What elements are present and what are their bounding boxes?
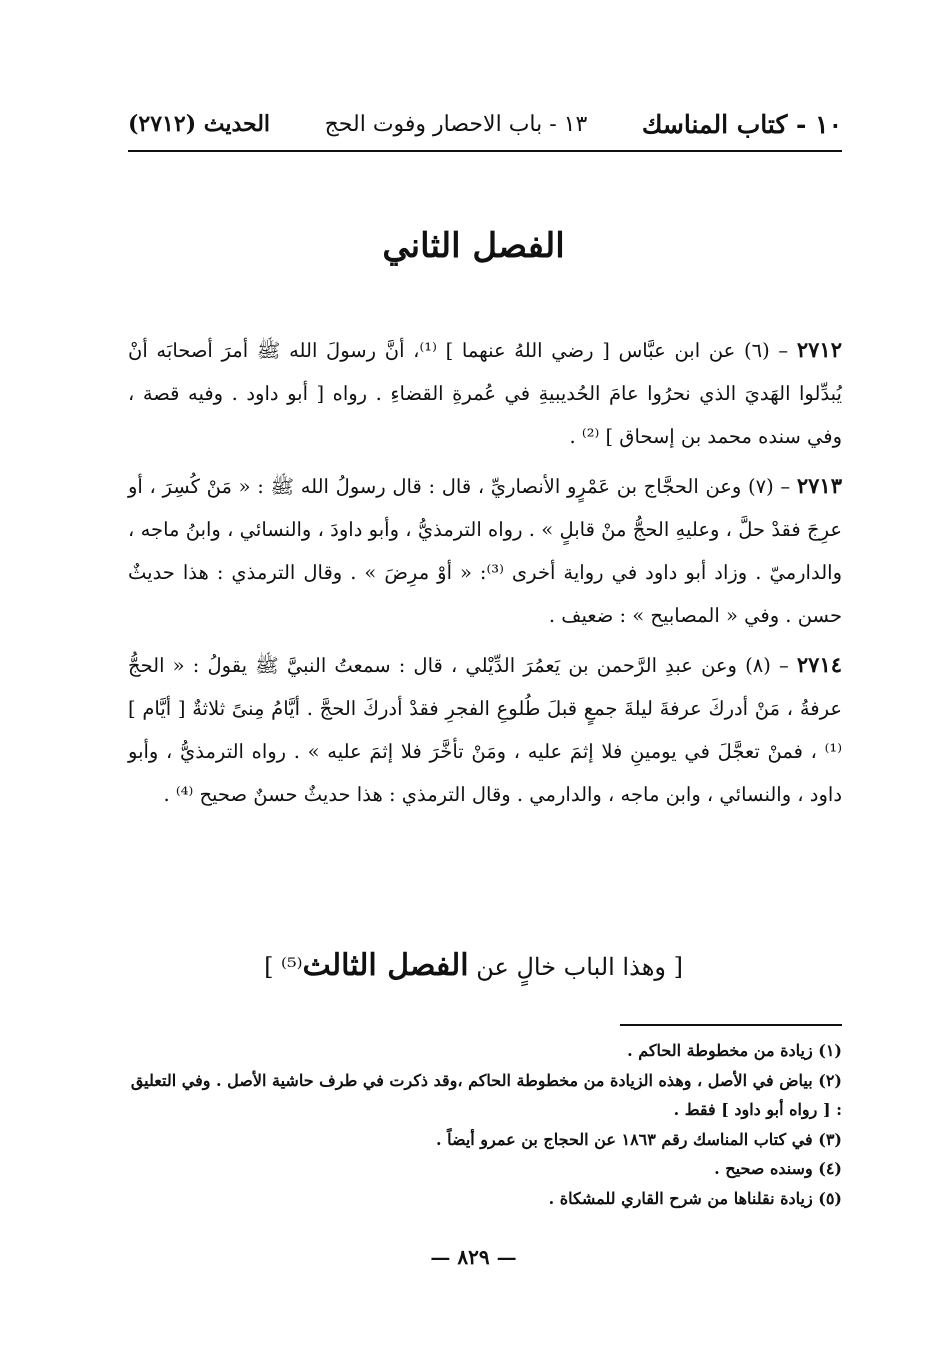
footnote-5: (٥) زيادة نقلناها من شرح القاري للمشكاة . [548,1188,842,1208]
closing-note-prefix: [ وهذا الباب خالٍ عن [476,953,683,981]
hadith-2714 [128,643,842,816]
hadith-text: – (٨) وعن عبدِ الرَّحمن بن يَعمُرَ الدِّيْلي ، قال : سمعتُ النبيَّ ﷺ يقولُ : « الحجُّ عرفةُ ، مَنْ أدركَ عرفةَ ليلةَ جمعٍ قبلَ طُلوعِ الفجرِ فقدْ أدركَ الحجَّ . أيَّامُ مِنىً ثلاثةٌ [ أيَّام ] ⁽¹⁾ ، فمنْ تعجَّلَ في يومينِ فلا إثمَ عليه ، ومَنْ تأخَّرَ فلا إثمَ عليه » . رواه الترمذيُّ ، وأبو داود ، والنسائي ، وابن ماجه ، والدارمي . وقال الترمذي : هذا حديثٌ حسنٌ صحيح ⁽⁴⁾ . [128,654,842,806]
footnote-2: (٢) بياض في الأصل ، وهذه الزيادة من مخطوطة الحاكم ،وقد ذكرت في طرف حاشية الأصل . وفي التعليق : [ رواه أبو داود ] فقط . [130,1070,842,1119]
hadith-text: – (٧) وعن الحجَّاج بن عَمْرٍو الأنصاريِّ ، قال : قال رسولُ الله ﷺ : « مَنْ كُسِرَ ، أو عرِجَ فقدْ حلَّ ، وعليهِ الحجُّ منْ قابلٍ » . رواه الترمذيُّ ، وأبو داودَ ، والنسائي ، وابنُ ماجه ، والدارميّ . وزاد أبو داود في رواية أخرى ⁽³⁾: « أوْ مرِضَ » . وقال الترمذي : هذا حديثٌ حسن . وفي « المصابيح » : ضعيف . [128,475,842,627]
hadith-2713 [128,464,842,637]
running-header [128,98,842,152]
section-title: الفصل الثاني [382,226,565,266]
hadith-2712 [128,328,842,458]
hadith-text: – (٦) عن ابن عبَّاس [ رضي اللهُ عنهما ] ⁽¹⁾، أنَّ رسولَ الله ﷺ أمرَ أصحابَه أنْ يُبدِّلوا الهَديَ الذي نحرُوا عامَ الحُديبيةِ في عُمرةِ القضاءِ . رواه [ أبو داود . وفيه قصة ، وفي سنده محمد بن إسحاق ] ⁽²⁾ . [128,339,842,448]
footnote-1: (١) زيادة من مخطوطة الحاكم . [627,1041,842,1060]
hadith-number: ٢٧١٣ [796,473,842,498]
page-number: — ٨٢٩ — [430,1245,517,1269]
closing-note-emphasis: الفصل الثالث [302,948,469,983]
hadith-number: ٢٧١٤ [796,652,843,677]
closing-note-suffix: ⁽⁵⁾ ] [264,953,303,981]
hadith-list [128,328,842,822]
closing-note [0,948,947,983]
footnotes [128,1036,842,1213]
footnote-divider [620,1024,842,1026]
hadith-reference: الحديث (٢٧١٢) [128,111,271,137]
chapter-title: ١٣ - باب الاحصار وفوت الحج [324,111,588,137]
hadith-number: ٢٧١٢ [796,337,842,362]
book-title: ١٠ - كتاب المناسك [641,109,842,139]
footnote-4: (٤) وسنده صحيح . [714,1159,842,1178]
footnote-3: (٣) في كتاب المناسك رقم ١٨٦٣ عن الحجاج بن عمرو أيضاً . [435,1129,842,1149]
